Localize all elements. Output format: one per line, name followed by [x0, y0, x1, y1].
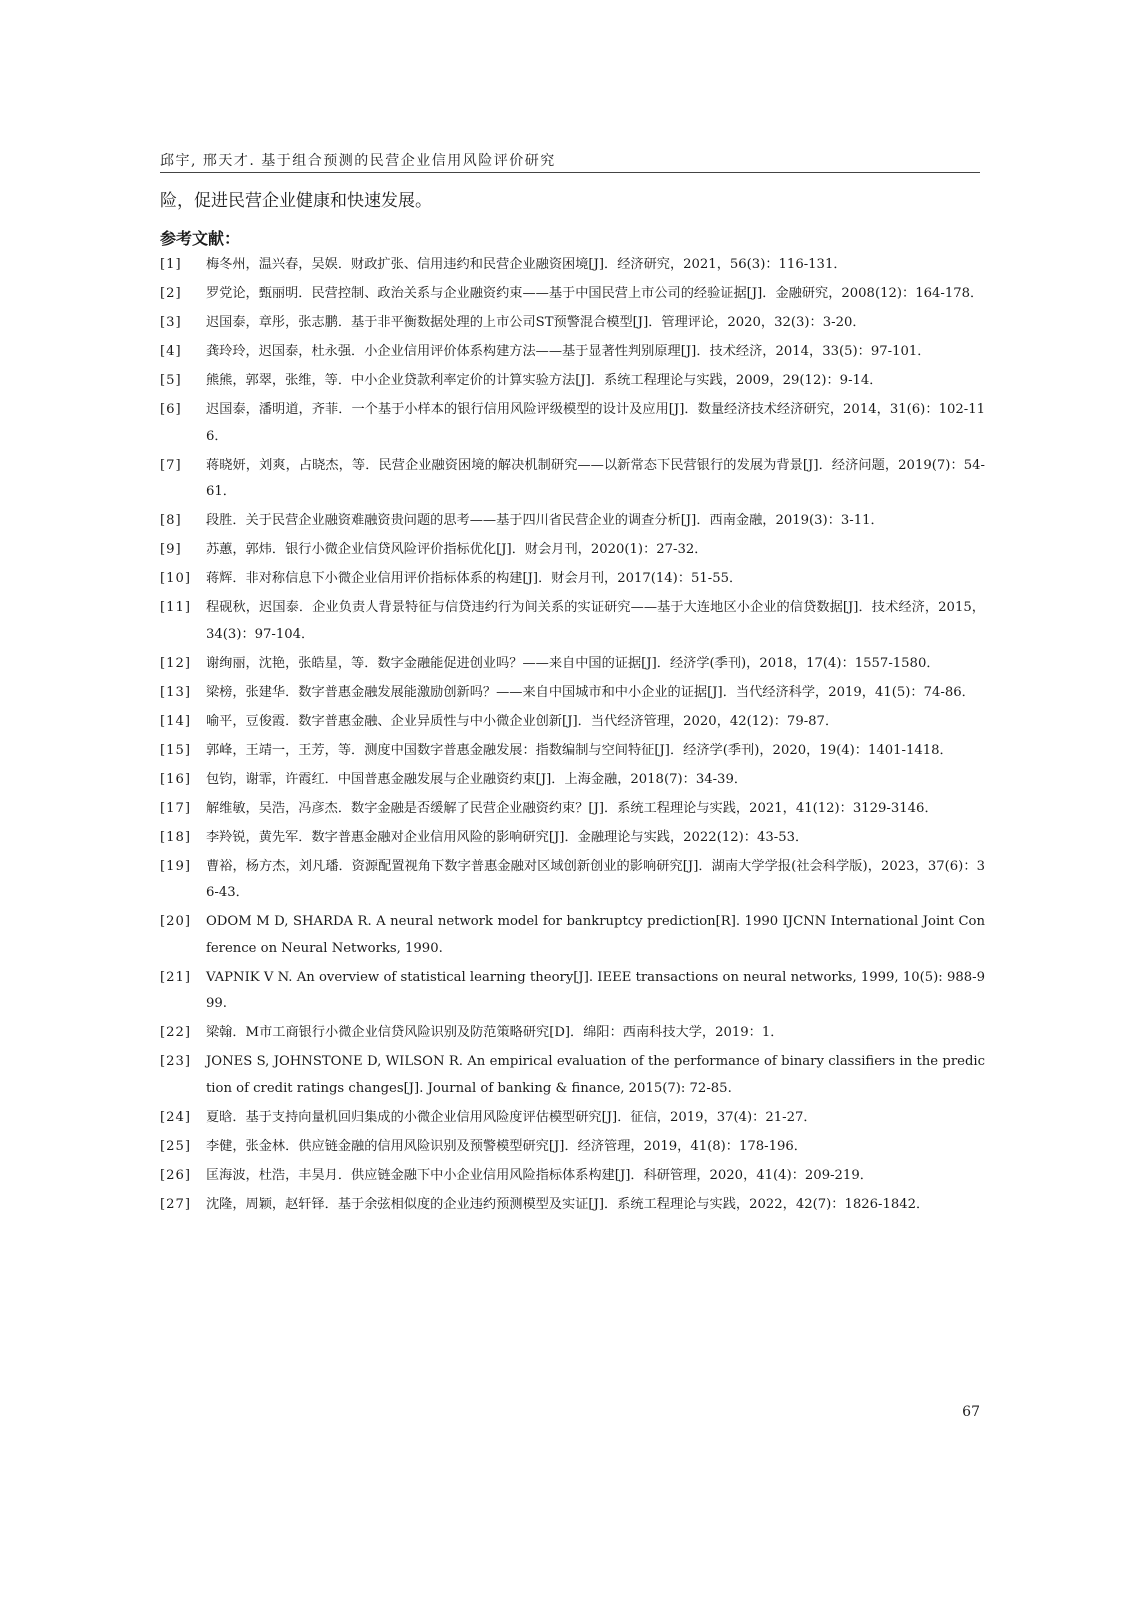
- reference-number: [1]: [160, 257, 182, 272]
- reference-text: 迟国泰，潘明道，齐菲．一个基于小样本的银行信用风险评级模型的设计及应用[J]．数量经济技术经济研究，2014，31(6)：102-116．: [206, 402, 985, 444]
- reference-number: [2]: [160, 286, 182, 301]
- reference-number: [23]: [160, 1054, 192, 1069]
- reference-text: 沈隆，周颖，赵轩铎．基于余弦相似度的企业违约预测模型及实证[J]．系统工程理论与实践，2022，42(7)：1826-1842．: [206, 1196, 930, 1212]
- reference-text: 曹裕，杨方杰，刘凡璠．资源配置视角下数字普惠金融对区域创新创业的影响研究[J]．湖南大学学报(社会科学版)，2023，37(6)：36-43．: [206, 858, 985, 900]
- reference-number: [9]: [160, 542, 182, 557]
- reference-item: [160, 965, 985, 1018]
- reference-number: [5]: [160, 373, 182, 388]
- reference-text: 程砚秋，迟国泰．企业负责人背景特征与信贷违约行为间关系的实证研究——基于大连地区小企业的信贷数据[J]．技术经济，2015，34(3)：97-104．: [206, 600, 985, 642]
- reference-number: [13]: [160, 684, 192, 700]
- reference-number: [7]: [160, 457, 182, 473]
- reference-text: 李羚锐，黄先军．数字普惠金融对企业信用风险的影响研究[J]．金融理论与实践，2022(12)：43-53．: [206, 829, 809, 845]
- reference-item: [160, 796, 985, 823]
- reference-item: [160, 854, 985, 907]
- reference-item: [160, 1134, 985, 1161]
- reference-text: 罗党论，甄丽明．民营控制、政治关系与企业融资约束——基于中国民营上市公司的经验证据[J]．金融研究，2008(12)：164-178．: [206, 286, 984, 301]
- reference-item: [160, 909, 985, 962]
- reference-number: [25]: [160, 1138, 192, 1154]
- reference-item: [160, 281, 985, 308]
- reference-text: 解维敏，吴浩，冯彦杰．数字金融是否缓解了民营企业融资约束？[J]．系统工程理论与实践，2021，41(12)：3129-3146．: [206, 800, 938, 816]
- reference-item: [160, 566, 985, 593]
- reference-text: 梁翰．M市工商银行小微企业信贷风险识别及防范策略研究[D]．绵阳：西南科技大学，2019：1．: [206, 1025, 784, 1040]
- reference-item: [160, 1049, 985, 1102]
- reference-item: [160, 709, 985, 736]
- reference-text: 包钧，谢霏，许霞红．中国普惠金融发展与企业融资约束[J]．上海金融，2018(7)：34-39．: [206, 771, 748, 787]
- reference-text: 郭峰，王靖一，王芳，等．测度中国数字普惠金融发展：指数编制与空间特征[J]．经济学(季刊)，2020，19(4)：1401-1418．: [206, 742, 953, 758]
- reference-item: [160, 738, 985, 765]
- reference-number: [27]: [160, 1196, 192, 1212]
- reference-item: [160, 339, 985, 366]
- reference-number: [10]: [160, 571, 192, 586]
- reference-item: [160, 680, 985, 707]
- reference-item: [160, 310, 985, 337]
- reference-item: [160, 252, 985, 279]
- reference-text: 苏蕙，郭炜．银行小微企业信贷风险评价指标优化[J]．财会月刊，2020(1)：27-32．: [206, 542, 708, 557]
- reference-text: 熊熊，郭翠，张维，等．中小企业贷款利率定价的计算实验方法[J]．系统工程理论与实践，2009，29(12)：9-14．: [206, 373, 883, 388]
- reference-number: [15]: [160, 742, 192, 758]
- reference-item: [160, 1020, 985, 1047]
- reference-number: [18]: [160, 829, 192, 845]
- header-rule: [160, 172, 980, 173]
- reference-item: [160, 651, 985, 678]
- reference-text: 梅冬州，温兴春，吴娱．财政扩张、信用违约和民营企业融资困境[J]．经济研究，2021，56(3)：116-131．: [206, 257, 847, 272]
- reference-item: [160, 825, 985, 852]
- reference-number: [21]: [160, 969, 192, 985]
- reference-item: [160, 368, 985, 395]
- reference-number: [22]: [160, 1025, 192, 1040]
- page-number: 67: [962, 1404, 980, 1420]
- reference-number: [17]: [160, 800, 192, 816]
- reference-text: 蒋晓妍，刘爽，占晓杰，等．民营企业融资困境的解决机制研究——以新常态下民营银行的发展为背景[J]．经济问题，2019(7)：54-61．: [206, 457, 985, 499]
- reference-text: 喻平，豆俊霞．数字普惠金融、企业异质性与中小微企业创新[J]．当代经济管理，2020，42(12)：79-87．: [206, 713, 839, 729]
- reference-item: [160, 537, 985, 564]
- reference-item: [160, 767, 985, 794]
- reference-item: [160, 595, 985, 648]
- reference-number: [24]: [160, 1109, 192, 1125]
- reference-number: [20]: [160, 914, 192, 929]
- reference-item: [160, 1105, 985, 1132]
- reference-text: VAPNIK V N. An overview of statistical learning theory[J]. IEEE transactions on neural networks, 1999, 10(5): 988-999.: [206, 969, 985, 1011]
- reference-text: 迟国泰，章彤，张志鹏．基于非平衡数据处理的上市公司ST预警混合模型[J]．管理评论，2020，32(3)：3-20．: [206, 315, 866, 330]
- reference-text: 谢绚丽，沈艳，张皓星，等．数字金融能促进创业吗？——来自中国的证据[J]．经济学(季刊)，2018，17(4)：1557-1580．: [206, 655, 940, 671]
- reference-text: 蒋辉．非对称信息下小微企业信用评价指标体系的构建[J]．财会月刊，2017(14)：51-55．: [206, 571, 743, 586]
- reference-text: ODOM M D, SHARDA R. A neural network model for bankruptcy prediction[R]. 1990 IJCNN International Joint Conference on Neural Networks, 1990.: [206, 914, 985, 956]
- reference-number: [19]: [160, 858, 192, 874]
- reference-text: 段胜．关于民营企业融资难融资贵问题的思考——基于四川省民营企业的调查分析[J]．西南金融，2019(3)：3-11．: [206, 513, 884, 528]
- references-list: [160, 252, 985, 1221]
- reference-number: [14]: [160, 713, 192, 729]
- reference-item: [160, 1192, 985, 1219]
- reference-item: [160, 1163, 985, 1190]
- reference-item: [160, 397, 985, 450]
- reference-item: [160, 453, 985, 506]
- reference-number: [8]: [160, 513, 182, 528]
- reference-text: 龚玲玲，迟国泰，杜永强．小企业信用评价体系构建方法——基于显著性判别原理[J]．技术经济，2014，33(5)：97-101．: [206, 344, 931, 359]
- reference-number: [26]: [160, 1167, 192, 1183]
- running-header: 邱宇, 邢天才. 基于组合预测的民营企业信用风险评价研究: [160, 153, 556, 169]
- reference-number: [4]: [160, 344, 182, 359]
- reference-number: [16]: [160, 771, 192, 787]
- reference-number: [3]: [160, 315, 182, 330]
- carry-over-paragraph: 险，促进民营企业健康和快速发展。: [160, 191, 432, 211]
- reference-text: 匡海波，杜浩，丰昊月．供应链金融下中小企业信用风险指标体系构建[J]．科研管理，2020，41(4)：209-219．: [206, 1167, 873, 1183]
- reference-text: 夏晗．基于支持向量机回归集成的小微企业信用风险度评估模型研究[J]．征信，2019，37(4)：21-27．: [206, 1109, 817, 1125]
- reference-item: [160, 508, 985, 535]
- reference-number: [6]: [160, 402, 182, 417]
- reference-number: [11]: [160, 600, 192, 615]
- reference-number: [12]: [160, 655, 192, 671]
- references-heading: 参考文献：: [160, 229, 241, 248]
- reference-text: 梁榜，张建华．数字普惠金融发展能激励创新吗？——来自中国城市和中小企业的证据[J]．当代经济科学，2019，41(5)：74-86．: [206, 684, 975, 700]
- reference-text: 李健，张金林．供应链金融的信用风险识别及预警模型研究[J]．经济管理，2019，41(8)：178-196．: [206, 1138, 807, 1154]
- reference-text: JONES S, JOHNSTONE D, WILSON R. An empirical evaluation of the performance of binary classifiers in the prediction of credit ratings changes[J]. Journal of banking & finance, 2015(7): 72-85.: [206, 1054, 985, 1096]
